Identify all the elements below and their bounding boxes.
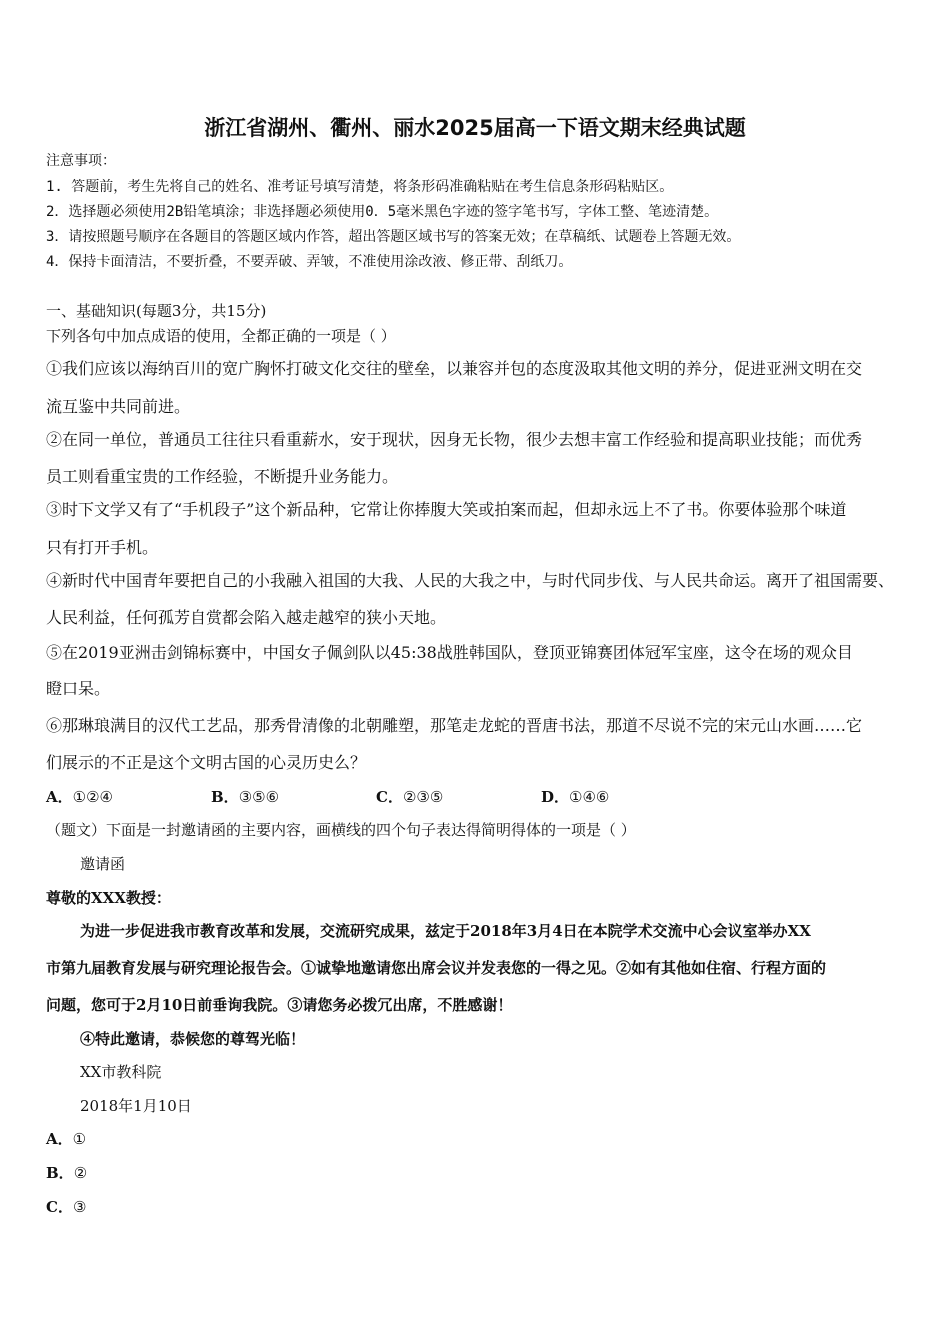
option-text: ② xyxy=(73,1164,88,1182)
page-title: 浙江省湖州、衢州、丽水2025届高一下语文期末经典试题 xyxy=(204,116,746,140)
question-text-line: 人民利益，任何孤芳自赏都会陷入越走越窄的狭小天地。 xyxy=(46,608,447,627)
question-text-line: ⑥那琳琅满目的汉代工艺品，那秀骨清像的北朝雕塑，那笔走龙蛇的晋唐书法，那道不尽说不完的宋元山水画……它 xyxy=(46,716,863,735)
question-text-line: ⑤在2019亚洲击剑锦标赛中，中国女子佩剑队以45:38战胜韩国队，登顶亚锦赛团体冠军宝座，这令在场的观众目 xyxy=(46,643,853,662)
q1-option-c[interactable] xyxy=(376,787,443,807)
q1-option-b[interactable] xyxy=(211,787,279,807)
notice-item: 4．保持卡面清洁，不要折叠，不要弄破、弄皱，不准使用涂改液、修正带、刮纸刀。 xyxy=(46,254,573,270)
question-text-line: ①我们应该以海纳百川的宽广胸怀打破文化交往的壁垒，以兼容并包的态度汲取其他文明的养分，促进亚洲文明在交 xyxy=(46,359,863,378)
option-text: ①④⑥ xyxy=(569,788,610,806)
notice-item: 2．选择题必须使用2B铅笔填涂；非选择题必须使用0．5毫米黑色字迹的签字笔书写，字体工整、笔迹清楚。 xyxy=(46,204,719,220)
letter-body-line: 市第九届教育发展与研究理论报告会。①诚挚地邀请您出席会议并发表您的一得之见。②如有其他如住宿、行程方面的 xyxy=(46,959,827,977)
section-heading: 一、基础知识(每题3分，共15分) xyxy=(46,302,267,320)
option-text: ① xyxy=(72,1130,87,1148)
letter-salutation: 尊敬的XXX教授： xyxy=(46,889,171,907)
question-stem: （题文）下面是一封邀请函的主要内容，画横线的四个句子表达得简明得体的一项是（ ） xyxy=(46,821,636,839)
letter-body-line: 问题，您可于2月10日前垂询我院。③请您务必拨冗出席，不胜感谢！ xyxy=(46,996,513,1014)
option-letter: A． xyxy=(46,1130,73,1148)
option-letter: C． xyxy=(46,1198,73,1216)
question-text-line: ②在同一单位，普通员工往往只看重薪水，安于现状，因身无长物，很少去想丰富工作经验和提高职业技能；而优秀 xyxy=(46,430,863,449)
option-text: ③ xyxy=(72,1198,87,1216)
notice-item: 1. 答题前，考生先将自己的姓名、准考证号填写清楚，将条形码准确粘贴在考生信息条形码粘贴区。 xyxy=(46,179,674,195)
question-text-line: 瞪口呆。 xyxy=(46,679,111,698)
option-letter: B． xyxy=(46,1164,74,1182)
question-text-line: 员工则看重宝贵的工作经验，不断提升业务能力。 xyxy=(46,467,399,486)
question-text-line: 只有打开手机。 xyxy=(46,538,159,557)
option-text: ②③⑤ xyxy=(402,788,444,806)
question-stem: 下列各句中加点成语的使用，全都正确的一项是（ ） xyxy=(46,327,396,345)
option-letter: D． xyxy=(541,788,570,806)
option-letter: B． xyxy=(211,788,239,806)
option-letter: A． xyxy=(46,788,73,806)
question-text-line: 流互鉴中共同前进。 xyxy=(46,397,191,416)
question-text-line: ③时下文学又有了“手机段子”这个新品种，它常让你捧腹大笑或拍案而起，但却永远上不了书。你要体验那个味道 xyxy=(46,500,847,519)
q2-option-b[interactable] xyxy=(46,1163,87,1183)
letter-closing: ④特此邀请，恭候您的尊驾光临！ xyxy=(80,1030,306,1048)
q2-option-c[interactable] xyxy=(46,1197,86,1217)
question-text-line: ④新时代中国青年要把自己的小我融入祖国的大我、人民的大我之中，与时代同步伐、与人民共命运。离开了祖国需要、 xyxy=(46,571,895,590)
q1-option-a[interactable] xyxy=(46,787,113,807)
option-text: ③⑤⑥ xyxy=(238,788,280,806)
q1-option-d[interactable] xyxy=(541,787,609,807)
option-text: ①②④ xyxy=(72,788,113,806)
option-letter: C． xyxy=(376,788,403,806)
question-text-line: 们展示的不正是这个文明古国的心灵历史么？ xyxy=(46,753,367,772)
notice-heading: 注意事项： xyxy=(46,153,116,169)
letter-signature: XX市教科院 xyxy=(80,1063,162,1081)
notice-item: 3．请按照题号顺序在各题目的答题区域内作答，超出答题区域书写的答案无效；在草稿纸、试题卷上答题无效。 xyxy=(46,229,741,245)
letter-body-line: 为进一步促进我市教育改革和发展，交流研究成果，兹定于2018年3月4日在本院学术交流中心会议室举办XX xyxy=(80,922,811,940)
letter-title: 邀请函 xyxy=(80,855,126,873)
q2-option-a[interactable] xyxy=(46,1129,86,1149)
letter-date: 2018年1月10日 xyxy=(80,1097,192,1115)
